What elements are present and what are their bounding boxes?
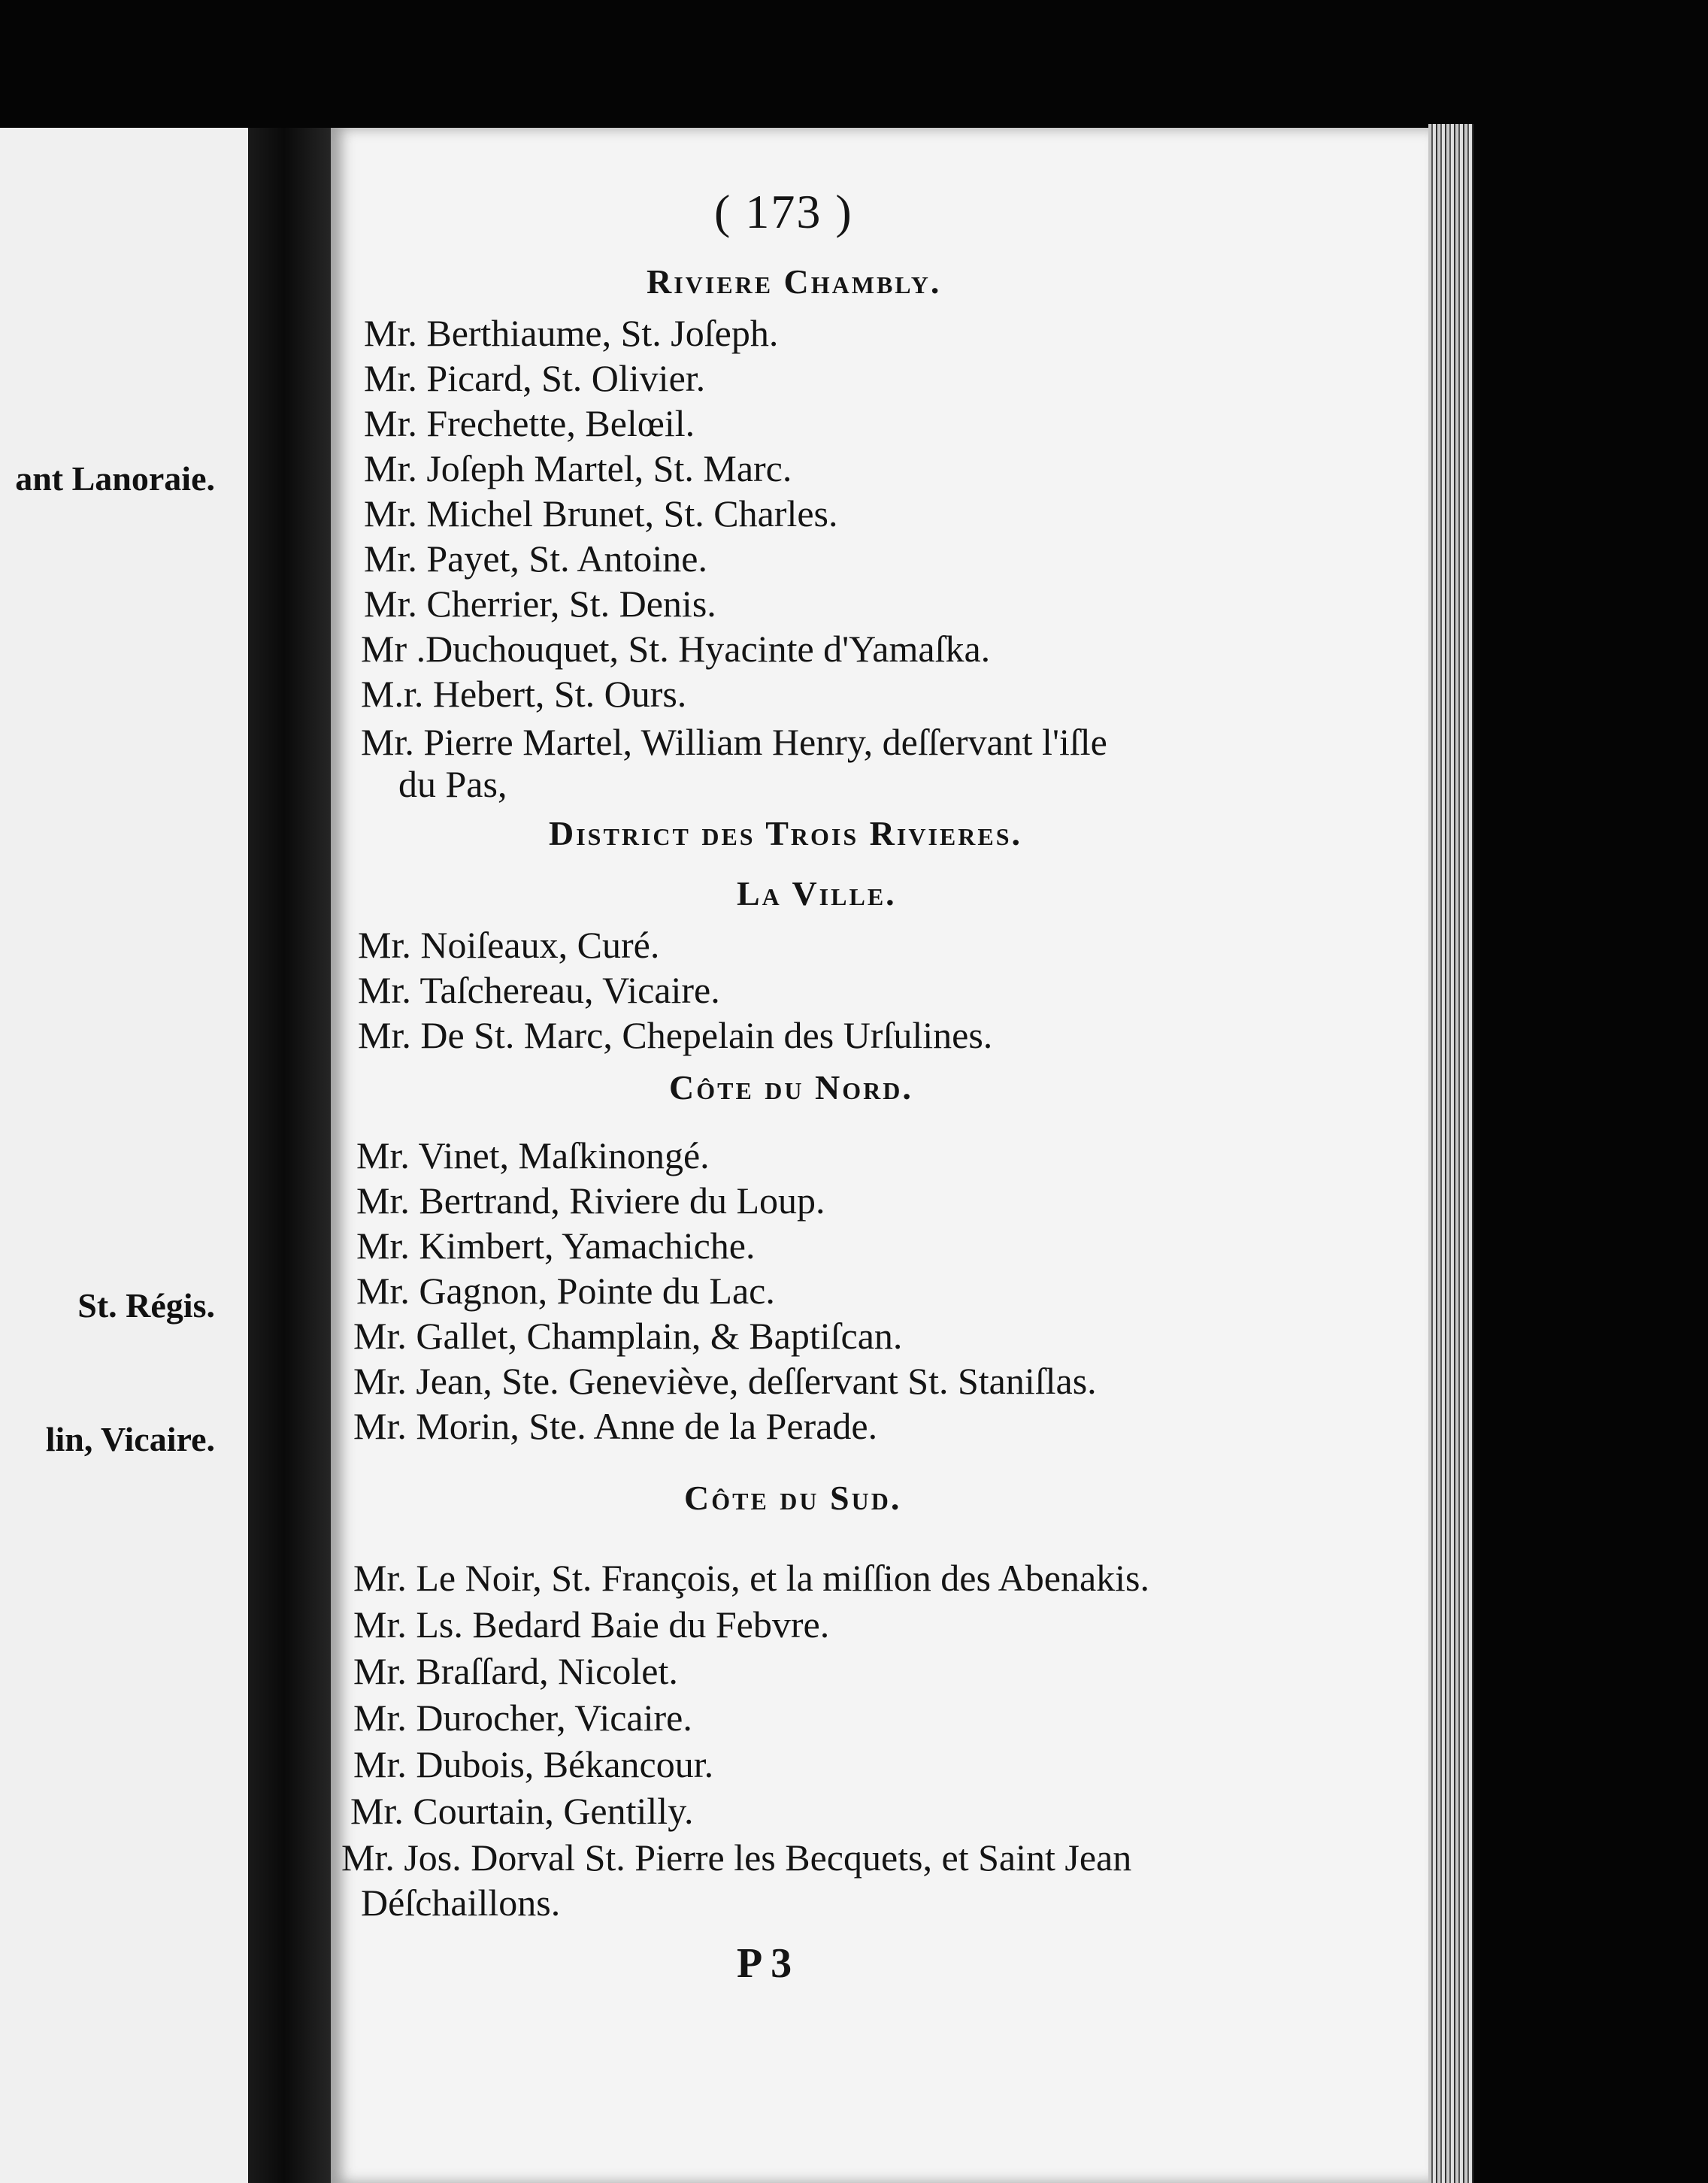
entry-line: Mr. Joſeph Martel, St. Marc.: [364, 447, 792, 489]
entry-line: M.r. Hebert, St. Ours.: [361, 673, 687, 715]
entry-line: Mr. Vinet, Maſkinongé.: [356, 1134, 710, 1176]
entry-line: Mr. Dubois, Békancour.: [353, 1743, 714, 1785]
entry-line: Mr. Payet, St. Antoine.: [364, 537, 707, 580]
section-heading: Côte du Sud.: [684, 1479, 902, 1517]
entry-line: Mr. Berthiaume, St. Joſeph.: [364, 312, 779, 354]
book-gutter: [248, 128, 338, 2183]
left-page-line: ant Lanoraie.: [15, 459, 215, 498]
section-heading: Côte du Nord.: [669, 1068, 913, 1107]
entry-line: Mr. Gallet, Champlain, & Baptiſcan.: [353, 1315, 903, 1357]
entry-line: Mr. Durocher, Vicaire.: [353, 1697, 692, 1739]
entry-line: du Pas,: [398, 763, 507, 805]
entry-line: Mr. Courtain, Gentilly.: [350, 1790, 694, 1832]
right-page: [331, 128, 1428, 2183]
entry-line: Mr. Jean, Ste. Geneviève, deſſervant St. Staniſlas.: [353, 1360, 1097, 1402]
entry-line: Mr. Kimbert, Yamachiche.: [356, 1225, 756, 1267]
entry-line: Mr. Le Noir, St. François, et la miſſion des Abenakis.: [353, 1557, 1149, 1599]
page-number: ( 173 ): [714, 185, 853, 238]
entry-line: Mr. Taſchereau, Vicaire.: [358, 969, 720, 1011]
entry-line: Mr .Duchouquet, St. Hyacinte d'Yamaſka.: [361, 628, 991, 670]
entry-line: Mr. Bertrand, Riviere du Loup.: [356, 1179, 825, 1222]
left-page-line: lin, Vicaire.: [45, 1420, 215, 1458]
entry-line: Mr. Pierre Martel, William Henry, deſſervant l'iſle: [361, 721, 1107, 763]
entry-line: Mr. Braſſard, Nicolet.: [353, 1650, 678, 1692]
left-page-line: St. Régis.: [77, 1286, 215, 1325]
section-heading: Riviere Chambly.: [647, 262, 942, 301]
entry-line: Mr. Michel Brunet, St. Charles.: [364, 492, 838, 534]
entry-line: Mr. Frechette, Belœil.: [364, 402, 695, 444]
entry-line: Mr. De St. Marc, Chepelain des Urſulines.: [358, 1014, 993, 1056]
page-stack-edge: [1428, 124, 1473, 2183]
left-page-fragment: [0, 128, 248, 2183]
entry-line: Mr. Ls. Bedard Baie du Febvre.: [353, 1603, 830, 1646]
entry-line: Mr. Picard, St. Olivier.: [364, 357, 706, 399]
entry-line: Mr. Cherrier, St. Denis.: [364, 583, 716, 625]
entry-line: Déſchaillons.: [361, 1882, 561, 1924]
signature-mark: P 3: [737, 1940, 792, 1987]
entry-line: Mr. Morin, Ste. Anne de la Perade.: [353, 1405, 878, 1447]
section-heading: La Ville.: [737, 874, 897, 913]
entry-line: Mr. Noiſeaux, Curé.: [358, 924, 660, 966]
section-heading: District des Trois Rivieres.: [549, 814, 1023, 852]
entry-line: Mr. Jos. Dorval St. Pierre les Becquets, et Saint Jean: [341, 1836, 1132, 1879]
entry-line: Mr. Gagnon, Pointe du Lac.: [356, 1270, 775, 1312]
